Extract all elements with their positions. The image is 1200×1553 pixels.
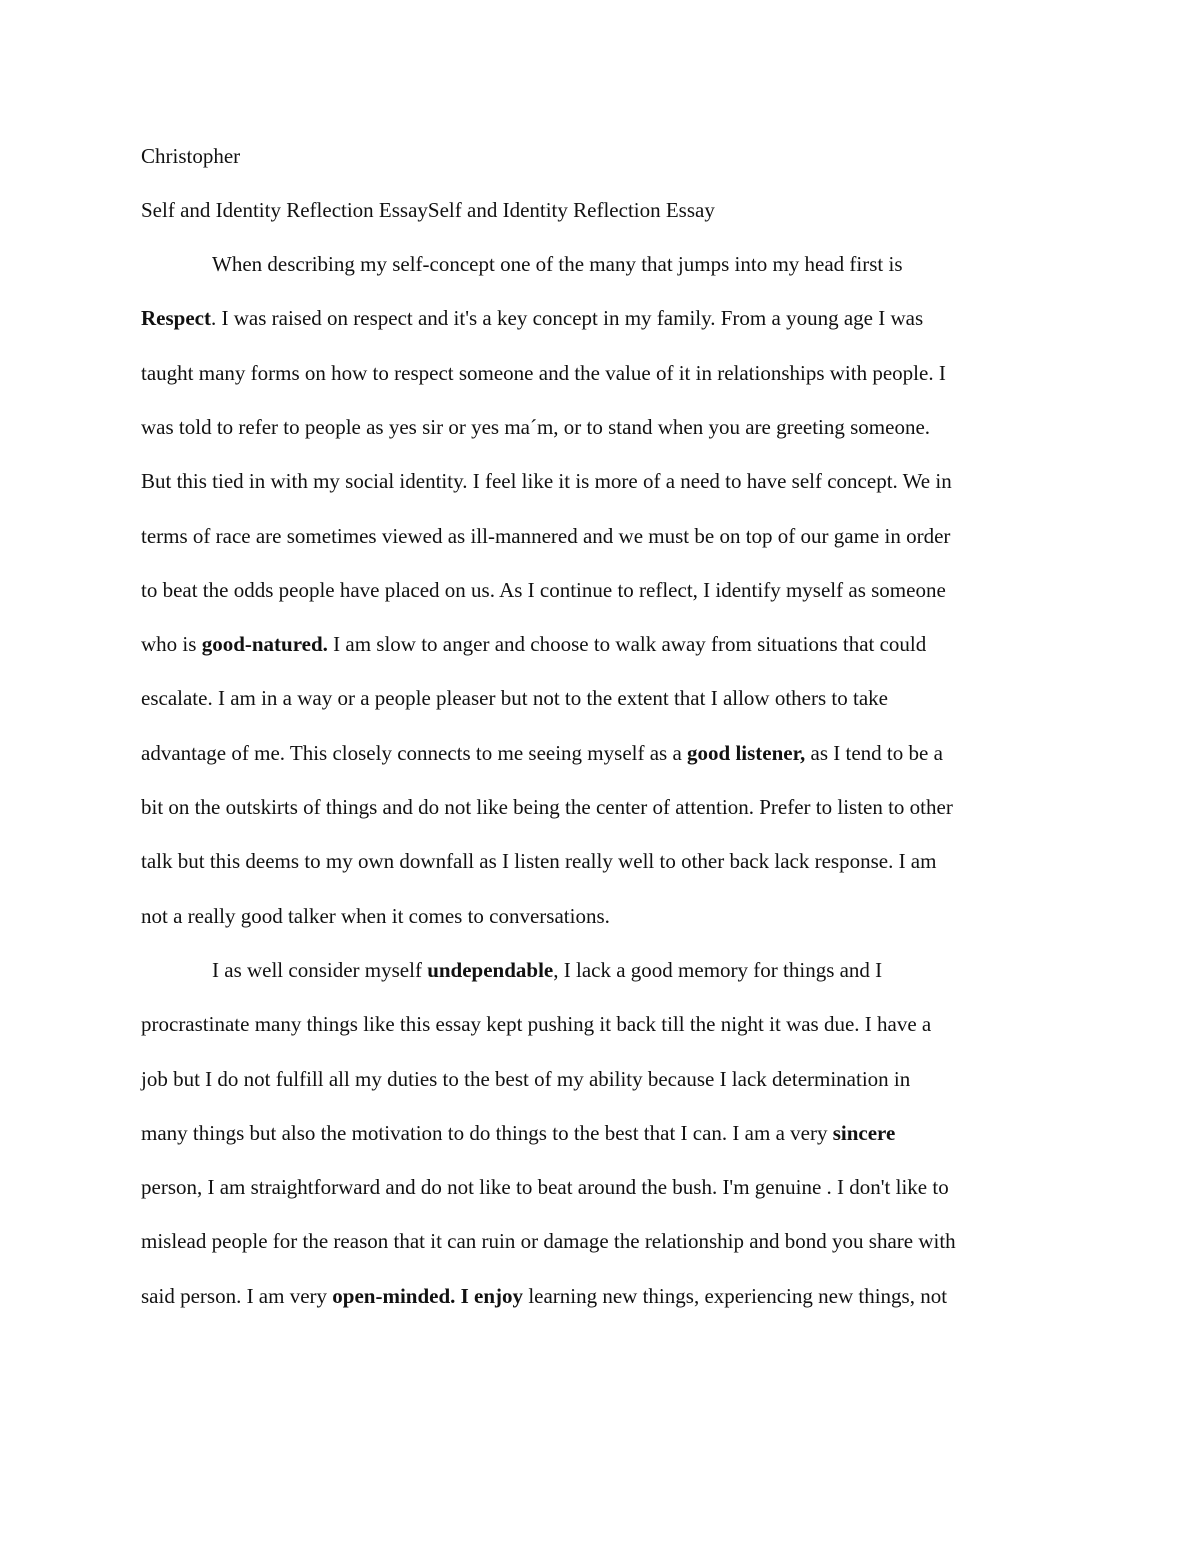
body-text: not a really good talker when it comes to conversations.	[141, 904, 610, 928]
body-line	[141, 466, 952, 496]
body-text: But this tied in with my social identity. I feel like it is more of a need to have self concept. We in	[141, 469, 952, 493]
emphasized-trait: open-minded. I enjoy	[332, 1284, 524, 1308]
body-line	[141, 1226, 956, 1256]
body-line	[141, 901, 610, 931]
body-text: person, I am straightforward and do not like to beat around the bush. I'm genuine . I don't like to	[141, 1175, 949, 1199]
emphasized-trait: good listener,	[687, 741, 806, 765]
body-line	[141, 1064, 910, 1094]
body-text: who is	[141, 632, 202, 656]
body-text: terms of race are sometimes viewed as ill-mannered and we must be on top of our game in order	[141, 524, 951, 548]
body-line	[141, 1009, 931, 1039]
emphasized-trait: good-natured.	[201, 632, 328, 656]
body-line	[141, 358, 946, 388]
body-text: taught many forms on how to respect someone and the value of it in relationships with people. I	[141, 361, 946, 385]
body-text: as I tend to be a	[805, 741, 943, 765]
body-text: advantage of me. This closely connects to me seeing myself as a	[141, 741, 688, 765]
emphasized-trait: undependable	[427, 958, 554, 982]
body-line	[141, 792, 953, 822]
body-line	[141, 303, 923, 333]
body-text: job but I do not fulfill all my duties to the best of my ability because I lack determination in	[141, 1067, 911, 1091]
emphasized-trait: sincere	[832, 1121, 896, 1145]
body-text: I am slow to anger and choose to walk away from situations that could	[327, 632, 927, 656]
body-text: When describing my self-concept one of the many that jumps into my head first is	[212, 252, 903, 276]
body-text: learning new things, experiencing new things, not	[523, 1284, 948, 1308]
essay-title: Self and Identity Reflection EssaySelf and Identity Reflection Essay	[141, 198, 715, 222]
body-text: , I lack a good memory for things and I	[553, 958, 883, 982]
body-line	[212, 249, 903, 279]
body-line	[141, 1172, 949, 1202]
body-line	[141, 1281, 947, 1311]
body-text: bit on the outskirts of things and do not like being the center of attention. Prefer to listen to other	[141, 795, 953, 819]
body-line	[141, 575, 946, 605]
body-text: I as well consider myself	[212, 958, 428, 982]
body-line	[141, 738, 943, 768]
body-text: escalate. I am in a way or a people pleaser but not to the extent that I allow others to take	[141, 686, 888, 710]
body-text: many things but also the motivation to do things to the best that I can. I am a very	[141, 1121, 833, 1145]
body-line	[141, 683, 888, 713]
body-text: said person. I am very	[141, 1284, 333, 1308]
emphasized-trait: Respect	[141, 306, 211, 330]
body-text: talk but this deems to my own downfall as I listen really well to other back lack response. I am	[141, 849, 937, 873]
body-text: procrastinate many things like this essay kept pushing it back till the night it was due. I have a	[141, 1012, 932, 1036]
body-text: was told to refer to people as yes sir or yes ma´m, or to stand when you are greeting someone.	[141, 415, 931, 439]
body-line	[141, 412, 930, 442]
body-line	[141, 521, 950, 551]
body-line	[212, 955, 882, 985]
body-line	[141, 629, 926, 659]
body-line	[141, 1118, 895, 1148]
body-text: to beat the odds people have placed on us. As I continue to reflect, I identify myself as someone	[141, 578, 946, 602]
body-line	[141, 846, 936, 876]
body-text: . I was raised on respect and it's a key concept in my family. From a young age I was	[210, 306, 924, 330]
author-name: Christopher	[141, 144, 241, 168]
body-text: mislead people for the reason that it can ruin or damage the relationship and bond you share with	[141, 1229, 956, 1253]
